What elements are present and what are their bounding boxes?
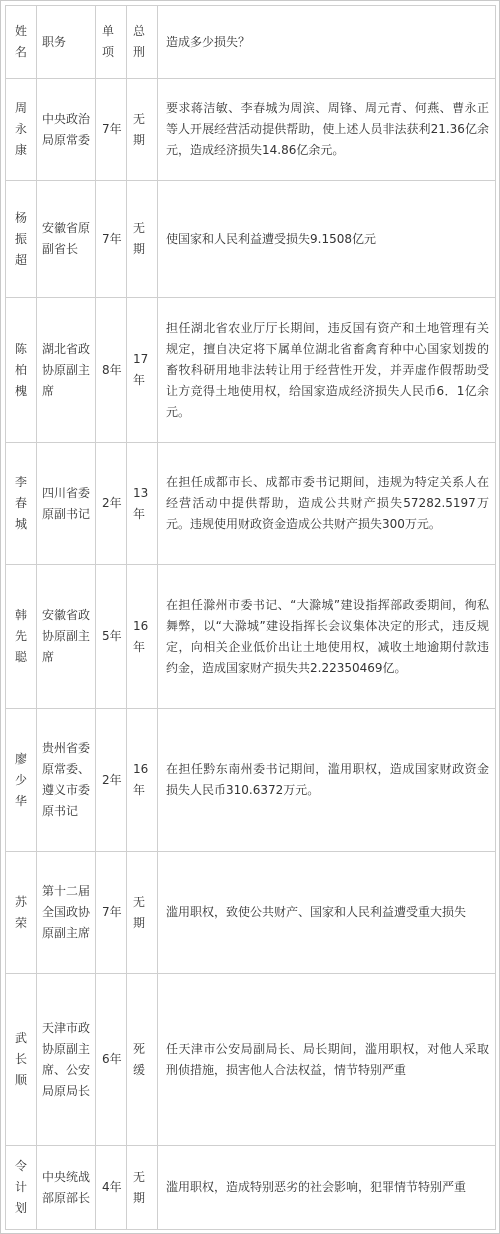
header-row [6, 6, 496, 79]
table-row [6, 181, 496, 298]
name-cell: 韩先聪 [6, 565, 37, 709]
loss-cell: 在担任成都市长、成都市委书记期间，违规为特定关系人在经营活动中提供帮助，造成公共财产损失57282.5197万元。违规使用财政资金造成公共财产损失300万元。 [158, 443, 496, 565]
header-position: 职务 [37, 6, 96, 79]
counts-cell: 5年 [96, 565, 127, 709]
counts-cell: 2年 [96, 443, 127, 565]
sentence-cell: 无期 [127, 181, 158, 298]
header-sentence: 总刑 [127, 6, 158, 79]
counts-cell: 7年 [96, 79, 127, 181]
table-row [6, 852, 496, 974]
position-cell: 中央统战部原部长 [37, 1146, 96, 1230]
header-name: 姓名 [6, 6, 37, 79]
name-cell: 武长顺 [6, 974, 37, 1146]
sentence-cell: 死缓 [127, 974, 158, 1146]
position-cell: 湖北省政协原副主席 [37, 298, 96, 443]
sentence-cell: 无期 [127, 852, 158, 974]
name-cell: 周永康 [6, 79, 37, 181]
name-cell: 苏荣 [6, 852, 37, 974]
position-cell: 天津市政协原副主席、公安局原局长 [37, 974, 96, 1146]
position-cell: 安徽省政协原副主席 [37, 565, 96, 709]
loss-cell: 在担任滁州市委书记、“大滁城”建设指挥部政委期间，徇私舞弊，以“大滁城”建设指挥长会议集体决定的形式，违反规定，向相关企业低价出让土地使用权，减收土地逾期付款违约金，造成国家财产损失共2.22350469亿。 [158, 565, 496, 709]
position-cell: 中央政治局原常委 [37, 79, 96, 181]
position-cell: 贵州省委原常委、遵义市委原书记 [37, 709, 96, 852]
counts-cell: 6年 [96, 974, 127, 1146]
table-row [6, 709, 496, 852]
table-row [6, 443, 496, 565]
table-row [6, 298, 496, 443]
loss-cell: 使国家和人民利益遭受损失9.1508亿元 [158, 181, 496, 298]
table-row [6, 974, 496, 1146]
loss-cell: 滥用职权，致使公共财产、国家和人民利益遭受重大损失 [158, 852, 496, 974]
sentence-cell: 16年 [127, 565, 158, 709]
position-cell: 安徽省原副省长 [37, 181, 96, 298]
loss-cell: 滥用职权，造成特别恶劣的社会影响，犯罪情节特别严重 [158, 1146, 496, 1230]
sentence-cell: 13年 [127, 443, 158, 565]
counts-cell: 8年 [96, 298, 127, 443]
loss-cell: 任天津市公安局副局长、局长期间，滥用职权，对他人采取刑侦措施，损害他人合法权益，情节特别严重 [158, 974, 496, 1146]
name-cell: 廖少华 [6, 709, 37, 852]
name-cell: 杨振超 [6, 181, 37, 298]
counts-cell: 2年 [96, 709, 127, 852]
header-loss: 造成多少损失？ [158, 6, 496, 79]
header-counts: 单项 [96, 6, 127, 79]
sentence-cell: 17年 [127, 298, 158, 443]
loss-cell: 要求蒋洁敏、李春城为周滨、周锋、周元青、何燕、曹永正等人开展经营活动提供帮助，使上述人员非法获利21.36亿余元，造成经济损失14.86亿余元。 [158, 79, 496, 181]
sentence-cell: 16年 [127, 709, 158, 852]
position-cell: 四川省委原副书记 [37, 443, 96, 565]
name-cell: 令计划 [6, 1146, 37, 1230]
table-row [6, 1146, 496, 1230]
table-row [6, 565, 496, 709]
table-row [6, 79, 496, 181]
sentence-cell: 无期 [127, 1146, 158, 1230]
position-cell: 第十二届全国政协原副主席 [37, 852, 96, 974]
counts-cell: 7年 [96, 852, 127, 974]
loss-cell: 在担任黔东南州委书记期间，滥用职权，造成国家财政资金损失人民币310.6372万元。 [158, 709, 496, 852]
loss-cell: 担任湖北省农业厅厅长期间，违反国有资产和土地管理有关规定，擅自决定将下属单位湖北省畜禽育种中心国家划拨的畜牧科研用地非法转让用于经营性开发，并弄虚作假帮助受让方竞得土地使用权，给国家造成经济损失人民币6．1亿余元。 [158, 298, 496, 443]
name-cell: 陈柏槐 [6, 298, 37, 443]
counts-cell: 7年 [96, 181, 127, 298]
sentence-cell: 无期 [127, 79, 158, 181]
loss-table [5, 5, 496, 1230]
counts-cell: 4年 [96, 1146, 127, 1230]
name-cell: 李春城 [6, 443, 37, 565]
